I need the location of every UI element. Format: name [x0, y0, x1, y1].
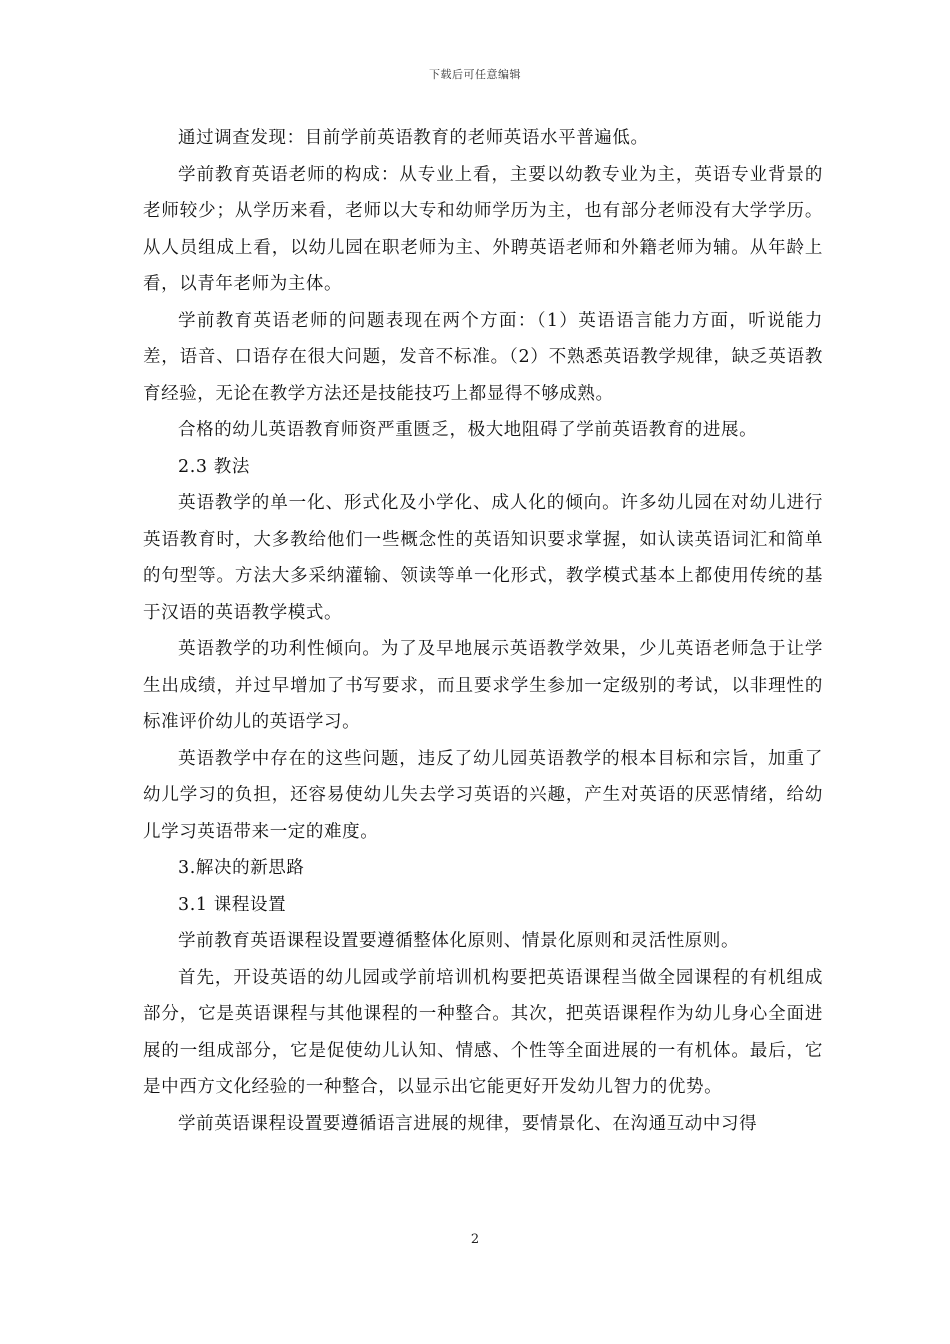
- paragraph-curriculum-principles: 学前教育英语课程设置要遵循整体化原则、情景化原则和灵活性原则。: [178, 931, 740, 951]
- paragraph-qualified-teacher-shortage: 合格的幼儿英语教育师资严重匮乏，极大地阻碍了学前英语教育的进展。: [178, 420, 758, 440]
- section-heading-3: 3.解决的新思路: [178, 858, 305, 878]
- document-body: [143, 120, 823, 1142]
- page-header: 下载后可任意编辑: [429, 68, 521, 81]
- paragraph-survey-finding: 通过调查发现：目前学前英语教育的老师英语水平普遍低。: [178, 128, 649, 148]
- paragraph-teaching-utilitarian: 英语教学的功利性倾向。为了及早地展示英语教学效果，少儿英语老师急于让学生出成绩，并过早增加了书写要求，而且要求学生参加一定级别的考试，以非理性的标准评价幼儿的英语学习。: [143, 639, 823, 732]
- section-heading-3-1: 3.1 课程设置: [178, 894, 287, 915]
- paragraph-teaching-uniformity: 英语教学的单一化、形式化及小学化、成人化的倾向。许多幼儿园在对幼儿进行英语教育时，大多教给他们一些概念性的英语知识要求掌握，如认读英语词汇和简单的句型等。方法大多采纳灌输、领读等单一化形式，教学模式基本上都使用传统的基于汉语的英语教学模式。: [143, 493, 823, 623]
- section-heading-2-3: 2.3 教法: [178, 456, 250, 477]
- paragraph-curriculum-language-rules: 学前英语课程设置要遵循语言进展的规律，要情景化、在沟通互动中习得: [178, 1113, 758, 1134]
- page-number: 2: [470, 1232, 480, 1247]
- paragraph-teacher-composition: 学前教育英语老师的构成：从专业上看，主要以幼教专业为主，英语专业背景的老师较少；从学历来看，老师以大专和幼师学历为主，也有部分老师没有大学学历。从人员组成上看，以幼儿园在职老师为主、外聘英语老师和外籍老师为辅。从年龄上看，以青年老师为主体。: [143, 164, 823, 294]
- paragraph-curriculum-integration: 首先，开设英语的幼儿园或学前培训机构要把英语课程当做全园课程的有机组成部分，它是英语课程与其他课程的一种整合。其次，把英语课程作为幼儿身心全面进展的一组成部分，它是促使幼儿认知、情感、个性等全面进展的一有机体。最后，它是中西方文化经验的一种整合，以显示出它能更好开发幼儿智力的优势。: [143, 967, 823, 1097]
- paragraph-teaching-issues: 英语教学中存在的这些问题，违反了幼儿园英语教学的根本目标和宗旨，加重了幼儿学习的负担，还容易使幼儿失去学习英语的兴趣，产生对英语的厌恶情绪，给幼儿学习英语带来一定的难度。: [143, 748, 823, 842]
- paragraph-teacher-problems: 学前教育英语老师的问题表现在两个方面：（1）英语语言能力方面，听说能力差，语音、口语存在很大问题，发音不标准。（2）不熟悉英语教学规律，缺乏英语教育经验，无论在教学方法还是技能技巧上都显得不够成熟。: [143, 310, 823, 404]
